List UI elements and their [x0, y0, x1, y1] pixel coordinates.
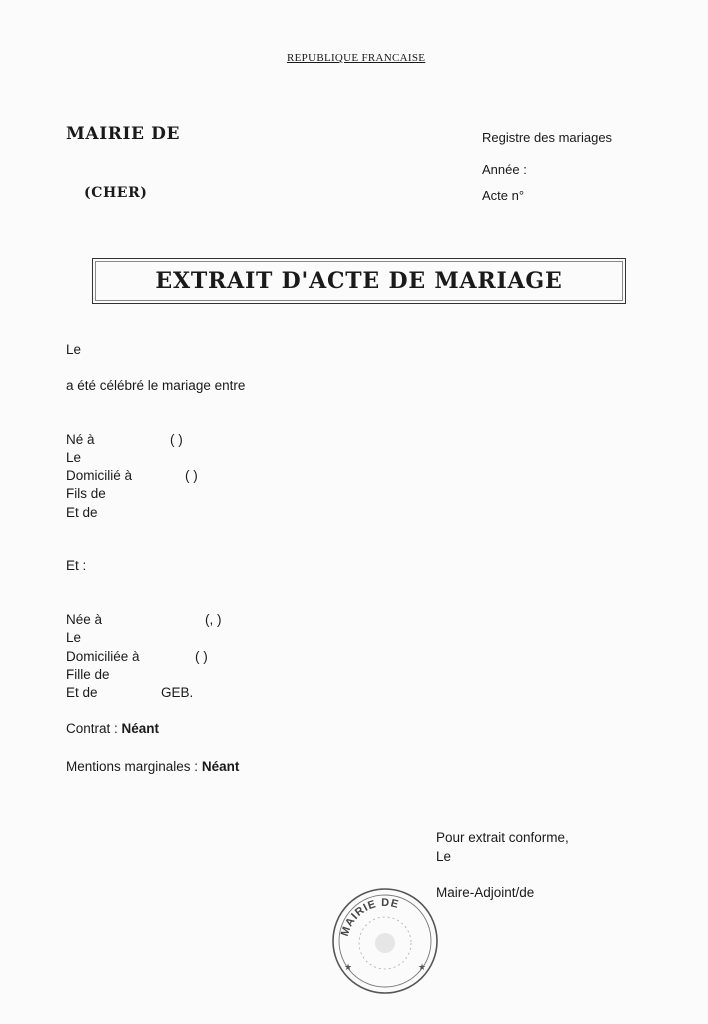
bride-date: Le [66, 630, 82, 645]
mentions-row [66, 759, 239, 774]
groom-and-of: Et de [66, 505, 98, 520]
mentions-value: Néant [201, 759, 240, 774]
document-title-box [92, 258, 626, 304]
signature-date: Le [436, 849, 452, 864]
stamp-star-right: ★ [418, 963, 427, 973]
contract-label: Contrat : [66, 721, 118, 736]
groom-date: Le [66, 450, 82, 465]
contract-row [66, 721, 159, 736]
couple-separator: Et : [66, 558, 87, 573]
groom-born-paren: ( ) [170, 432, 183, 447]
registry-year: Année : [482, 162, 527, 177]
registry-register: Registre des mariages [482, 130, 613, 145]
mentions-label: Mentions marginales : [66, 759, 199, 774]
signature-role: Maire-Adjoint/de [436, 885, 535, 900]
groom-son-of: Fils de [66, 486, 106, 501]
bride-daughter-of: Fille de [66, 667, 110, 682]
registry-act-number: Acte n° [482, 188, 525, 203]
bride-domicile: Domiciliée à [66, 649, 140, 664]
groom-domicile-paren: ( ) [185, 468, 198, 483]
svg-text:MAIRIE DE [339, 897, 401, 938]
signature-conforme: Pour extrait conforme, [436, 830, 569, 845]
stamp-star-left: ★ [344, 963, 353, 973]
mairie-department: (CHER) [84, 185, 148, 201]
document-title: EXTRAIT D'ACTE DE MARIAGE [155, 268, 563, 294]
contract-value: Néant [121, 721, 160, 736]
stamp-text: MAIRIE DE [338, 896, 401, 938]
bride-mother-name: GEB. [161, 685, 194, 700]
mairie-title: MAIRIE DE [66, 124, 181, 144]
bride-born-paren: (, ) [205, 612, 222, 627]
groom-domicile: Domicilié à [66, 468, 133, 483]
official-stamp [330, 886, 440, 996]
republic-header: REPUBLIQUE FRANCAISE [287, 52, 426, 64]
bride-and-of: Et de [66, 685, 98, 700]
ceremony-celebrated: a été célébré le mariage entre [66, 378, 246, 393]
bride-domicile-paren: ( ) [195, 649, 208, 664]
groom-born-at: Né à [66, 432, 95, 447]
bride-born-at: Née à [66, 612, 103, 627]
ceremony-date-label: Le [66, 342, 82, 357]
